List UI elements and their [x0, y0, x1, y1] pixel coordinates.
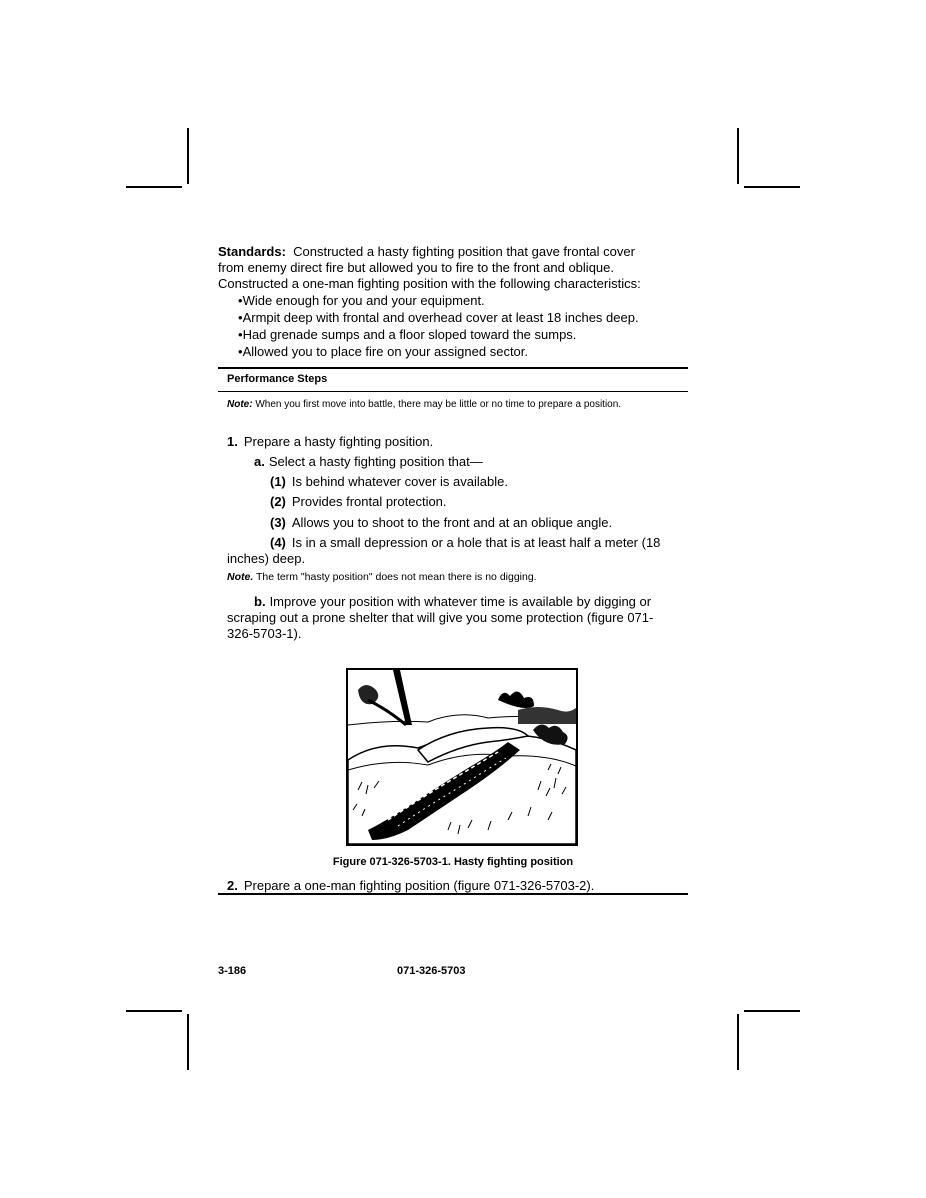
- crop-mark-top-right-horizontal: [744, 186, 800, 188]
- crop-mark-bottom-right-vertical: [737, 1014, 739, 1070]
- bullet-text: Allowed you to place fire on your assigned sector.: [242, 344, 529, 359]
- crop-mark-bottom-left-vertical: [187, 1014, 189, 1070]
- step-1: [227, 434, 433, 450]
- substep-1: [270, 474, 508, 490]
- list-item: •Wide enough for you and your equipment.: [238, 293, 485, 308]
- step-2-number: 2.: [227, 878, 238, 893]
- note-1: [227, 398, 677, 411]
- rule-top: [218, 367, 688, 369]
- substep-3: [270, 515, 612, 531]
- step-1b-line-2: scraping out a prone shelter that will give you some protection (figure 071-: [227, 610, 654, 625]
- step-1a: [254, 454, 483, 470]
- substep-4-number: (4): [270, 535, 286, 550]
- crop-mark-top-left-horizontal: [126, 186, 182, 188]
- list-item: •Had grenade sumps and a floor sloped toward the sumps.: [238, 327, 577, 342]
- note-1-text: When you first move into battle, there may be little or no time to prepare a position.: [255, 399, 622, 410]
- standards-line-3: Constructed a one-man fighting position with the following characteristics:: [218, 276, 641, 291]
- step-1a-text: Select a hasty fighting position that—: [268, 454, 483, 469]
- step-1a-letter: a.: [254, 454, 265, 469]
- list-item: •Armpit deep with frontal and overhead cover at least 18 inches deep.: [238, 310, 639, 325]
- note-1-label: Note:: [227, 399, 253, 410]
- figure-hasty-fighting-position: [346, 668, 578, 846]
- rule-bottom: [218, 893, 688, 895]
- performance-steps-heading: Performance Steps: [227, 373, 328, 385]
- step-1b-letter: b.: [254, 594, 266, 609]
- bullet-text: Had grenade sumps and a floor sloped toward the sumps.: [242, 327, 577, 342]
- crop-mark-bottom-right-horizontal: [744, 1010, 800, 1012]
- step-2: [227, 878, 594, 894]
- step-1b-line-3: 326-5703-1).: [227, 626, 302, 641]
- note-2-text: The term "hasty position" does not mean there is no digging.: [255, 571, 537, 583]
- note-2: [227, 571, 677, 584]
- substep-4-continued: inches) deep.: [227, 551, 306, 566]
- bullet-text: Wide enough for you and your equipment.: [242, 293, 485, 308]
- step-1b: [254, 594, 651, 610]
- crop-mark-top-right-vertical: [737, 128, 739, 184]
- task-number: 071-326-5703: [397, 965, 466, 977]
- bullet-text: Armpit deep with frontal and overhead cover at least 18 inches deep.: [242, 310, 639, 325]
- rule-under-heading: [218, 391, 688, 392]
- substep-4: [270, 535, 660, 551]
- substep-2-number: (2): [270, 494, 286, 509]
- substep-2-text: Provides frontal protection.: [291, 494, 447, 509]
- standards-label: Standards:: [218, 244, 286, 259]
- substep-4-text: Is in a small depression or a hole that is at least half a meter (18: [291, 535, 661, 550]
- step-1-text: Prepare a hasty fighting position.: [243, 434, 434, 449]
- standards-section: [218, 244, 688, 360]
- hasty-fighting-position-illustration: [348, 670, 576, 844]
- substep-3-number: (3): [270, 515, 286, 530]
- crop-mark-bottom-left-horizontal: [126, 1010, 182, 1012]
- standards-bullet-list: [218, 292, 688, 360]
- step-2-text: Prepare a one-man fighting position (figure 071-326-5703-2).: [243, 878, 595, 893]
- note-2-label: Note.: [227, 571, 254, 583]
- standards-line-1: [218, 244, 688, 260]
- list-item: •Allowed you to place fire on your assigned sector.: [238, 344, 529, 359]
- standards-text-1: Constructed a hasty fighting position that gave frontal cover: [293, 244, 635, 259]
- substep-2: [270, 494, 447, 510]
- substep-1-number: (1): [270, 474, 286, 489]
- figure-caption: Figure 071-326-5703-1. Hasty fighting position: [332, 856, 574, 868]
- substep-3-text: Allows you to shoot to the front and at an oblique angle.: [291, 515, 613, 530]
- crop-mark-top-left-vertical: [187, 128, 189, 184]
- step-1b-text: Improve your position with whatever time is available by digging or: [269, 594, 652, 609]
- substep-1-text: Is behind whatever cover is available.: [291, 474, 508, 489]
- standards-line-2: from enemy direct fire but allowed you to fire to the front and oblique.: [218, 260, 614, 275]
- step-1-number: 1.: [227, 434, 238, 449]
- page-number: 3-186: [218, 965, 247, 977]
